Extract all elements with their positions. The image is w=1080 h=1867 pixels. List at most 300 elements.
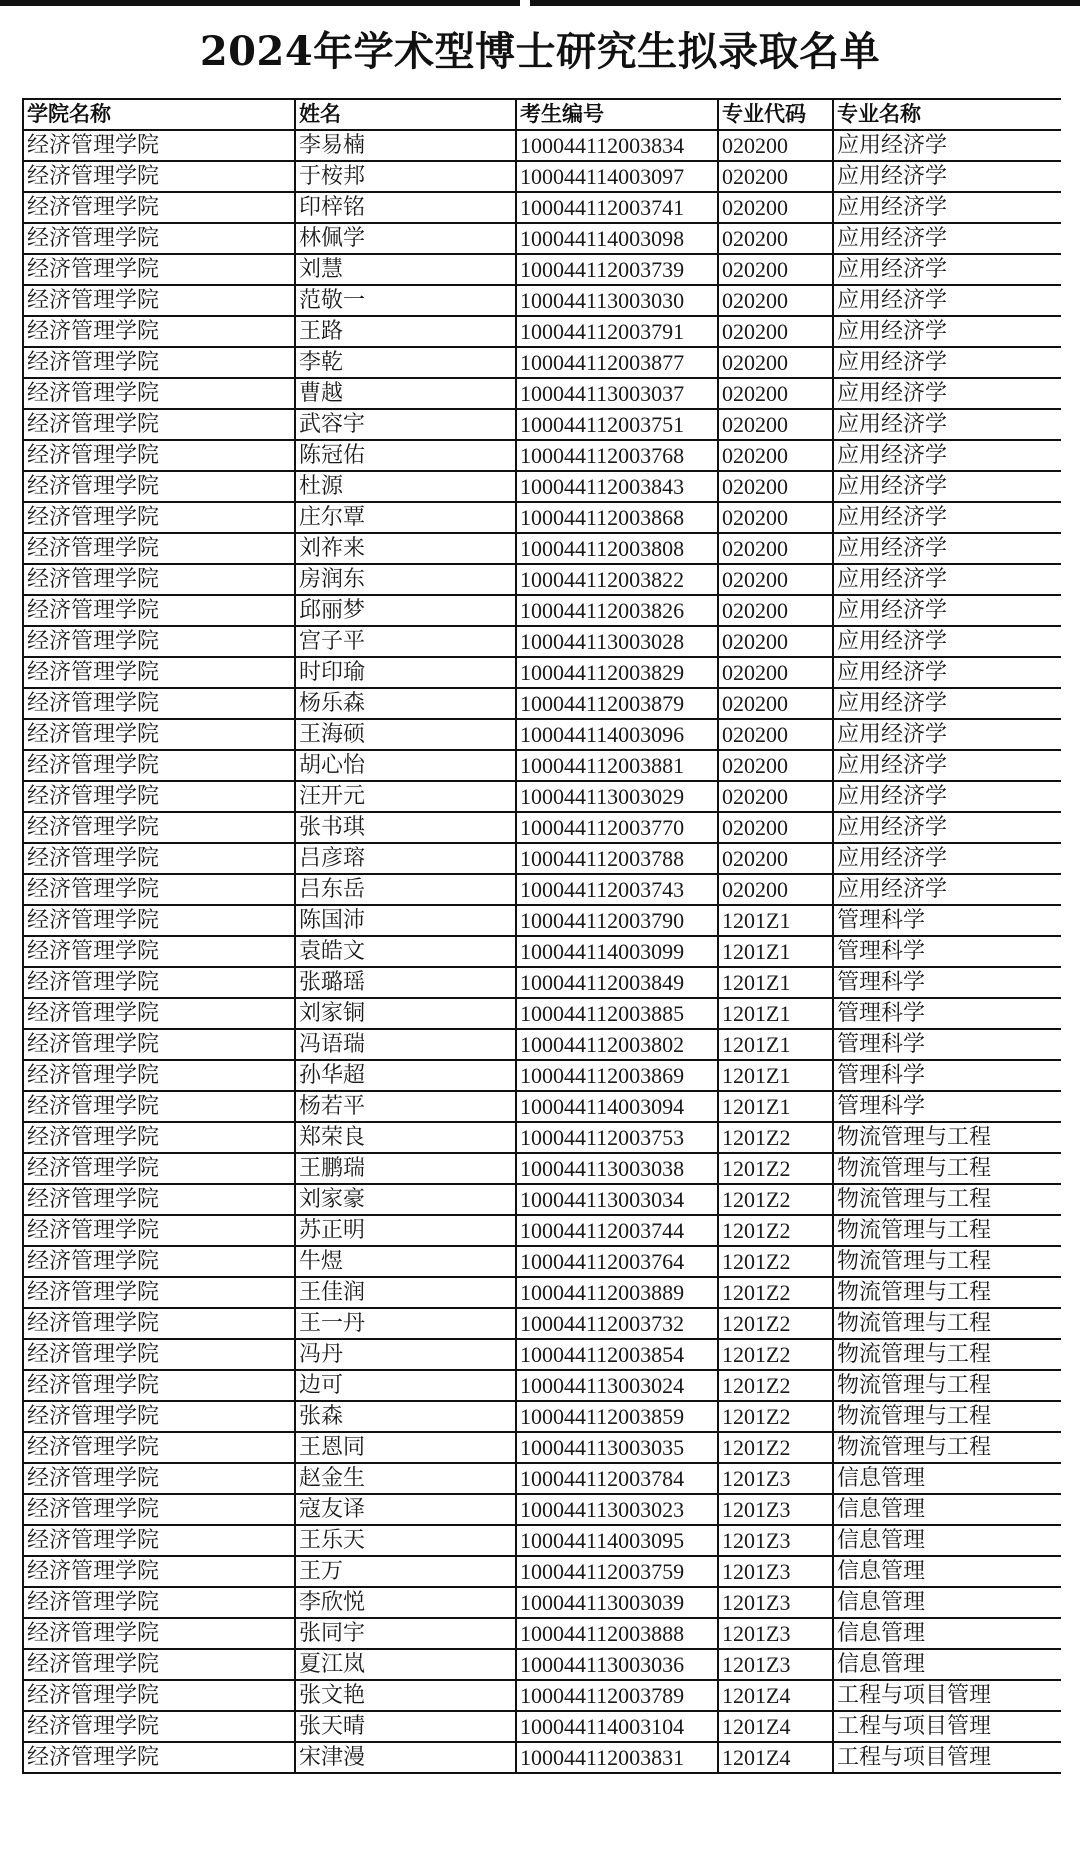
cell-name: 寇友译 <box>295 1494 516 1525</box>
cell-major-name: 物流管理与工程 <box>833 1308 1061 1339</box>
table-row <box>23 1711 1061 1742</box>
cell-college: 经济管理学院 <box>23 192 295 223</box>
cell-candidate-id: 100044112003789 <box>516 1680 718 1711</box>
cell-candidate-id: 100044112003741 <box>516 192 718 223</box>
table-row <box>23 1339 1061 1370</box>
cell-name: 范敬一 <box>295 285 516 316</box>
cell-major-code: 1201Z2 <box>718 1122 833 1153</box>
cell-college: 经济管理学院 <box>23 1432 295 1463</box>
cell-major-name: 工程与项目管理 <box>833 1742 1061 1773</box>
cell-major-name: 信息管理 <box>833 1556 1061 1587</box>
table-row <box>23 347 1061 378</box>
table-body <box>23 130 1061 1773</box>
top-edge-dark-left <box>0 0 520 6</box>
cell-major-name: 应用经济学 <box>833 161 1061 192</box>
cell-major-code: 020200 <box>718 130 833 161</box>
cell-candidate-id: 100044112003889 <box>516 1277 718 1308</box>
cell-college: 经济管理学院 <box>23 1029 295 1060</box>
cell-major-name: 物流管理与工程 <box>833 1246 1061 1277</box>
cell-major-code: 1201Z3 <box>718 1649 833 1680</box>
cell-name: 刘慧 <box>295 254 516 285</box>
cell-name: 胡心怡 <box>295 750 516 781</box>
cell-major-code: 020200 <box>718 285 833 316</box>
cell-name: 汪开元 <box>295 781 516 812</box>
cell-candidate-id: 100044112003849 <box>516 967 718 998</box>
cell-major-code: 1201Z1 <box>718 1060 833 1091</box>
cell-major-code: 1201Z3 <box>718 1463 833 1494</box>
table-row <box>23 1370 1061 1401</box>
cell-college: 经济管理学院 <box>23 1184 295 1215</box>
cell-name: 庄尔覃 <box>295 502 516 533</box>
cell-name: 袁皓文 <box>295 936 516 967</box>
table-row <box>23 812 1061 843</box>
table-row <box>23 1742 1061 1773</box>
table-row <box>23 1618 1061 1649</box>
table-row <box>23 1122 1061 1153</box>
cell-major-name: 工程与项目管理 <box>833 1711 1061 1742</box>
cell-name: 吕彦瑢 <box>295 843 516 874</box>
cell-college: 经济管理学院 <box>23 1277 295 1308</box>
cell-major-name: 管理科学 <box>833 967 1061 998</box>
table-row <box>23 781 1061 812</box>
table-row <box>23 874 1061 905</box>
cell-major-name: 管理科学 <box>833 1060 1061 1091</box>
table-row <box>23 1215 1061 1246</box>
cell-college: 经济管理学院 <box>23 626 295 657</box>
cell-name: 张书琪 <box>295 812 516 843</box>
cell-candidate-id: 100044114003094 <box>516 1091 718 1122</box>
cell-college: 经济管理学院 <box>23 1246 295 1277</box>
cell-name: 冯丹 <box>295 1339 516 1370</box>
top-edge-strip <box>0 0 1080 6</box>
cell-major-name: 管理科学 <box>833 998 1061 1029</box>
cell-college: 经济管理学院 <box>23 1463 295 1494</box>
cell-major-code: 020200 <box>718 161 833 192</box>
cell-college: 经济管理学院 <box>23 1680 295 1711</box>
cell-college: 经济管理学院 <box>23 750 295 781</box>
cell-college: 经济管理学院 <box>23 936 295 967</box>
cell-major-name: 物流管理与工程 <box>833 1339 1061 1370</box>
table-row <box>23 471 1061 502</box>
cell-major-name: 物流管理与工程 <box>833 1277 1061 1308</box>
cell-major-name: 应用经济学 <box>833 285 1061 316</box>
cell-college: 经济管理学院 <box>23 843 295 874</box>
cell-college: 经济管理学院 <box>23 1060 295 1091</box>
cell-college: 经济管理学院 <box>23 1494 295 1525</box>
cell-name: 王鹏瑞 <box>295 1153 516 1184</box>
cell-major-code: 1201Z2 <box>718 1215 833 1246</box>
cell-candidate-id: 100044113003028 <box>516 626 718 657</box>
cell-candidate-id: 100044114003098 <box>516 223 718 254</box>
cell-candidate-id: 100044112003834 <box>516 130 718 161</box>
cell-college: 经济管理学院 <box>23 1308 295 1339</box>
cell-name: 林佩学 <box>295 223 516 254</box>
cell-candidate-id: 100044114003104 <box>516 1711 718 1742</box>
cell-college: 经济管理学院 <box>23 440 295 471</box>
cell-major-code: 1201Z2 <box>718 1246 833 1277</box>
cell-major-code: 020200 <box>718 347 833 378</box>
cell-candidate-id: 100044113003037 <box>516 378 718 409</box>
cell-major-name: 应用经济学 <box>833 874 1061 905</box>
table-row <box>23 1587 1061 1618</box>
cell-name: 陈冠佑 <box>295 440 516 471</box>
cell-major-code: 020200 <box>718 223 833 254</box>
cell-name: 王乐天 <box>295 1525 516 1556</box>
cell-candidate-id: 100044112003764 <box>516 1246 718 1277</box>
cell-college: 经济管理学院 <box>23 1649 295 1680</box>
cell-candidate-id: 100044112003784 <box>516 1463 718 1494</box>
cell-candidate-id: 100044114003097 <box>516 161 718 192</box>
top-edge-dark-right <box>530 0 1080 6</box>
cell-name: 郑荣良 <box>295 1122 516 1153</box>
table-row <box>23 1494 1061 1525</box>
cell-candidate-id: 100044112003791 <box>516 316 718 347</box>
cell-college: 经济管理学院 <box>23 1711 295 1742</box>
cell-candidate-id: 100044112003768 <box>516 440 718 471</box>
cell-college: 经济管理学院 <box>23 316 295 347</box>
table-row <box>23 626 1061 657</box>
cell-candidate-id: 100044112003770 <box>516 812 718 843</box>
cell-college: 经济管理学院 <box>23 781 295 812</box>
cell-major-code: 020200 <box>718 843 833 874</box>
cell-name: 李乾 <box>295 347 516 378</box>
cell-major-code: 1201Z1 <box>718 905 833 936</box>
cell-college: 经济管理学院 <box>23 564 295 595</box>
cell-name: 孙华超 <box>295 1060 516 1091</box>
cell-candidate-id: 100044112003743 <box>516 874 718 905</box>
cell-major-name: 应用经济学 <box>833 843 1061 874</box>
cell-major-code: 020200 <box>718 378 833 409</box>
cell-major-code: 1201Z2 <box>718 1401 833 1432</box>
cell-name: 王恩同 <box>295 1432 516 1463</box>
cell-college: 经济管理学院 <box>23 223 295 254</box>
cell-college: 经济管理学院 <box>23 1370 295 1401</box>
cell-major-code: 1201Z3 <box>718 1494 833 1525</box>
table-row <box>23 1556 1061 1587</box>
table-row <box>23 285 1061 316</box>
cell-college: 经济管理学院 <box>23 1339 295 1370</box>
cell-college: 经济管理学院 <box>23 595 295 626</box>
cell-major-code: 020200 <box>718 750 833 781</box>
cell-candidate-id: 100044113003039 <box>516 1587 718 1618</box>
cell-name: 宋津漫 <box>295 1742 516 1773</box>
cell-major-name: 管理科学 <box>833 1091 1061 1122</box>
cell-name: 杨乐森 <box>295 688 516 719</box>
cell-candidate-id: 100044114003099 <box>516 936 718 967</box>
cell-name: 印梓铭 <box>295 192 516 223</box>
column-header-major-name: 专业名称 <box>833 99 1061 130</box>
table-row <box>23 1649 1061 1680</box>
cell-name: 牛煜 <box>295 1246 516 1277</box>
cell-major-name: 物流管理与工程 <box>833 1432 1061 1463</box>
cell-major-code: 1201Z1 <box>718 936 833 967</box>
cell-candidate-id: 100044112003751 <box>516 409 718 440</box>
cell-major-code: 1201Z2 <box>718 1153 833 1184</box>
cell-candidate-id: 100044112003790 <box>516 905 718 936</box>
cell-major-code: 020200 <box>718 781 833 812</box>
cell-major-code: 1201Z2 <box>718 1277 833 1308</box>
cell-major-name: 应用经济学 <box>833 502 1061 533</box>
cell-candidate-id: 100044112003869 <box>516 1060 718 1091</box>
cell-name: 张璐瑶 <box>295 967 516 998</box>
cell-candidate-id: 100044113003036 <box>516 1649 718 1680</box>
cell-major-name: 物流管理与工程 <box>833 1215 1061 1246</box>
cell-major-code: 020200 <box>718 471 833 502</box>
cell-college: 经济管理学院 <box>23 998 295 1029</box>
cell-name: 王海硕 <box>295 719 516 750</box>
table-row <box>23 967 1061 998</box>
table-row <box>23 130 1061 161</box>
cell-name: 刘家铜 <box>295 998 516 1029</box>
cell-major-code: 1201Z3 <box>718 1525 833 1556</box>
cell-name: 杨若平 <box>295 1091 516 1122</box>
admission-list-table <box>22 98 1061 1774</box>
cell-name: 于桉邦 <box>295 161 516 192</box>
cell-major-code: 020200 <box>718 595 833 626</box>
cell-major-name: 应用经济学 <box>833 347 1061 378</box>
cell-name: 刘家豪 <box>295 1184 516 1215</box>
table-row <box>23 378 1061 409</box>
cell-college: 经济管理学院 <box>23 471 295 502</box>
cell-major-code: 1201Z1 <box>718 1029 833 1060</box>
cell-major-name: 应用经济学 <box>833 254 1061 285</box>
cell-major-name: 物流管理与工程 <box>833 1370 1061 1401</box>
table-row <box>23 502 1061 533</box>
cell-major-name: 应用经济学 <box>833 688 1061 719</box>
table-row <box>23 564 1061 595</box>
cell-major-code: 020200 <box>718 688 833 719</box>
table-row <box>23 750 1061 781</box>
cell-major-name: 应用经济学 <box>833 781 1061 812</box>
cell-college: 经济管理学院 <box>23 130 295 161</box>
cell-candidate-id: 100044112003843 <box>516 471 718 502</box>
cell-major-name: 物流管理与工程 <box>833 1401 1061 1432</box>
cell-major-code: 1201Z3 <box>718 1556 833 1587</box>
cell-major-name: 应用经济学 <box>833 378 1061 409</box>
cell-college: 经济管理学院 <box>23 1091 295 1122</box>
table-row <box>23 1029 1061 1060</box>
cell-name: 边可 <box>295 1370 516 1401</box>
cell-major-code: 1201Z1 <box>718 998 833 1029</box>
cell-college: 经济管理学院 <box>23 1401 295 1432</box>
table-row <box>23 936 1061 967</box>
cell-college: 经济管理学院 <box>23 285 295 316</box>
cell-candidate-id: 100044112003822 <box>516 564 718 595</box>
cell-candidate-id: 100044112003888 <box>516 1618 718 1649</box>
cell-college: 经济管理学院 <box>23 161 295 192</box>
table-row <box>23 223 1061 254</box>
cell-major-code: 1201Z3 <box>718 1618 833 1649</box>
cell-major-code: 1201Z4 <box>718 1680 833 1711</box>
table-row <box>23 1091 1061 1122</box>
table-row <box>23 1525 1061 1556</box>
table-row <box>23 1432 1061 1463</box>
cell-college: 经济管理学院 <box>23 688 295 719</box>
cell-college: 经济管理学院 <box>23 254 295 285</box>
table-row <box>23 254 1061 285</box>
cell-major-name: 应用经济学 <box>833 192 1061 223</box>
cell-name: 宫子平 <box>295 626 516 657</box>
cell-name: 张文艳 <box>295 1680 516 1711</box>
cell-name: 李欣悦 <box>295 1587 516 1618</box>
cell-name: 王佳润 <box>295 1277 516 1308</box>
table-row <box>23 1184 1061 1215</box>
cell-candidate-id: 100044112003829 <box>516 657 718 688</box>
cell-candidate-id: 100044113003030 <box>516 285 718 316</box>
cell-major-code: 1201Z3 <box>718 1587 833 1618</box>
cell-major-code: 1201Z2 <box>718 1432 833 1463</box>
cell-college: 经济管理学院 <box>23 1618 295 1649</box>
cell-major-code: 020200 <box>718 440 833 471</box>
column-header-college: 学院名称 <box>23 99 295 130</box>
table-row <box>23 998 1061 1029</box>
cell-major-code: 020200 <box>718 502 833 533</box>
cell-major-code: 020200 <box>718 316 833 347</box>
table-row <box>23 409 1061 440</box>
cell-name: 曹越 <box>295 378 516 409</box>
cell-name: 陈国沛 <box>295 905 516 936</box>
cell-major-code: 1201Z4 <box>718 1711 833 1742</box>
cell-candidate-id: 100044112003877 <box>516 347 718 378</box>
cell-name: 张森 <box>295 1401 516 1432</box>
cell-candidate-id: 100044112003826 <box>516 595 718 626</box>
table-header-row <box>23 99 1061 130</box>
cell-major-code: 020200 <box>718 192 833 223</box>
cell-major-name: 信息管理 <box>833 1587 1061 1618</box>
cell-candidate-id: 100044112003859 <box>516 1401 718 1432</box>
cell-major-name: 应用经济学 <box>833 657 1061 688</box>
cell-name: 夏江岚 <box>295 1649 516 1680</box>
cell-candidate-id: 100044113003038 <box>516 1153 718 1184</box>
cell-major-code: 1201Z2 <box>718 1308 833 1339</box>
cell-major-code: 1201Z1 <box>718 967 833 998</box>
cell-name: 王路 <box>295 316 516 347</box>
cell-candidate-id: 100044113003023 <box>516 1494 718 1525</box>
cell-college: 经济管理学院 <box>23 1122 295 1153</box>
cell-name: 李易楠 <box>295 130 516 161</box>
cell-major-code: 020200 <box>718 719 833 750</box>
cell-name: 赵金生 <box>295 1463 516 1494</box>
table-row <box>23 1060 1061 1091</box>
cell-candidate-id: 100044112003753 <box>516 1122 718 1153</box>
table-row <box>23 533 1061 564</box>
column-header-candidate-id: 考生编号 <box>516 99 718 130</box>
cell-major-name: 管理科学 <box>833 936 1061 967</box>
cell-major-name: 应用经济学 <box>833 471 1061 502</box>
cell-major-code: 020200 <box>718 564 833 595</box>
table-row <box>23 440 1061 471</box>
cell-college: 经济管理学院 <box>23 533 295 564</box>
cell-major-name: 应用经济学 <box>833 595 1061 626</box>
admission-list-container <box>22 98 1061 1867</box>
cell-major-name: 工程与项目管理 <box>833 1680 1061 1711</box>
table-row <box>23 719 1061 750</box>
cell-candidate-id: 100044114003096 <box>516 719 718 750</box>
cell-major-name: 管理科学 <box>833 1029 1061 1060</box>
cell-major-code: 020200 <box>718 874 833 905</box>
cell-major-code: 1201Z2 <box>718 1184 833 1215</box>
cell-candidate-id: 100044112003808 <box>516 533 718 564</box>
cell-major-name: 物流管理与工程 <box>833 1122 1061 1153</box>
cell-major-name: 信息管理 <box>833 1463 1061 1494</box>
cell-major-name: 应用经济学 <box>833 719 1061 750</box>
cell-candidate-id: 100044113003024 <box>516 1370 718 1401</box>
table-row <box>23 905 1061 936</box>
cell-major-name: 信息管理 <box>833 1494 1061 1525</box>
cell-major-name: 物流管理与工程 <box>833 1153 1061 1184</box>
cell-name: 武容宇 <box>295 409 516 440</box>
cell-name: 苏正明 <box>295 1215 516 1246</box>
cell-college: 经济管理学院 <box>23 905 295 936</box>
cell-candidate-id: 100044113003034 <box>516 1184 718 1215</box>
cell-major-code: 020200 <box>718 254 833 285</box>
cell-name: 时印瑜 <box>295 657 516 688</box>
cell-major-code: 020200 <box>718 409 833 440</box>
cell-name: 杜源 <box>295 471 516 502</box>
table-row <box>23 161 1061 192</box>
cell-candidate-id: 100044112003885 <box>516 998 718 1029</box>
cell-major-name: 应用经济学 <box>833 812 1061 843</box>
document-title: 2024年学术型博士研究生拟录取名单 <box>199 28 881 75</box>
cell-name: 刘祚来 <box>295 533 516 564</box>
cell-major-name: 物流管理与工程 <box>833 1184 1061 1215</box>
cell-college: 经济管理学院 <box>23 874 295 905</box>
cell-candidate-id: 100044112003788 <box>516 843 718 874</box>
table-row <box>23 843 1061 874</box>
cell-major-code: 020200 <box>718 812 833 843</box>
cell-college: 经济管理学院 <box>23 1742 295 1773</box>
cell-major-code: 1201Z4 <box>718 1742 833 1773</box>
cell-name: 张同宇 <box>295 1618 516 1649</box>
cell-major-name: 应用经济学 <box>833 409 1061 440</box>
table-row <box>23 1680 1061 1711</box>
table-row <box>23 1277 1061 1308</box>
cell-college: 经济管理学院 <box>23 378 295 409</box>
cell-candidate-id: 100044113003035 <box>516 1432 718 1463</box>
table-row <box>23 1246 1061 1277</box>
cell-college: 经济管理学院 <box>23 1525 295 1556</box>
cell-candidate-id: 100044112003854 <box>516 1339 718 1370</box>
cell-candidate-id: 100044112003802 <box>516 1029 718 1060</box>
cell-major-name: 应用经济学 <box>833 130 1061 161</box>
table-row <box>23 1463 1061 1494</box>
table-row <box>23 1401 1061 1432</box>
cell-candidate-id: 100044112003881 <box>516 750 718 781</box>
cell-college: 经济管理学院 <box>23 409 295 440</box>
cell-college: 经济管理学院 <box>23 1153 295 1184</box>
cell-college: 经济管理学院 <box>23 812 295 843</box>
cell-major-code: 020200 <box>718 626 833 657</box>
cell-major-code: 1201Z2 <box>718 1370 833 1401</box>
cell-major-code: 020200 <box>718 657 833 688</box>
cell-college: 经济管理学院 <box>23 657 295 688</box>
cell-name: 邱丽梦 <box>295 595 516 626</box>
cell-college: 经济管理学院 <box>23 1556 295 1587</box>
cell-name: 吕东岳 <box>295 874 516 905</box>
cell-major-name: 信息管理 <box>833 1618 1061 1649</box>
cell-college: 经济管理学院 <box>23 1215 295 1246</box>
cell-major-name: 应用经济学 <box>833 316 1061 347</box>
cell-name: 王一丹 <box>295 1308 516 1339</box>
table-row <box>23 1153 1061 1184</box>
cell-college: 经济管理学院 <box>23 347 295 378</box>
cell-candidate-id: 100044114003095 <box>516 1525 718 1556</box>
cell-name: 冯语瑞 <box>295 1029 516 1060</box>
cell-candidate-id: 100044112003831 <box>516 1742 718 1773</box>
cell-candidate-id: 100044112003739 <box>516 254 718 285</box>
cell-major-code: 020200 <box>718 533 833 564</box>
cell-major-name: 应用经济学 <box>833 223 1061 254</box>
